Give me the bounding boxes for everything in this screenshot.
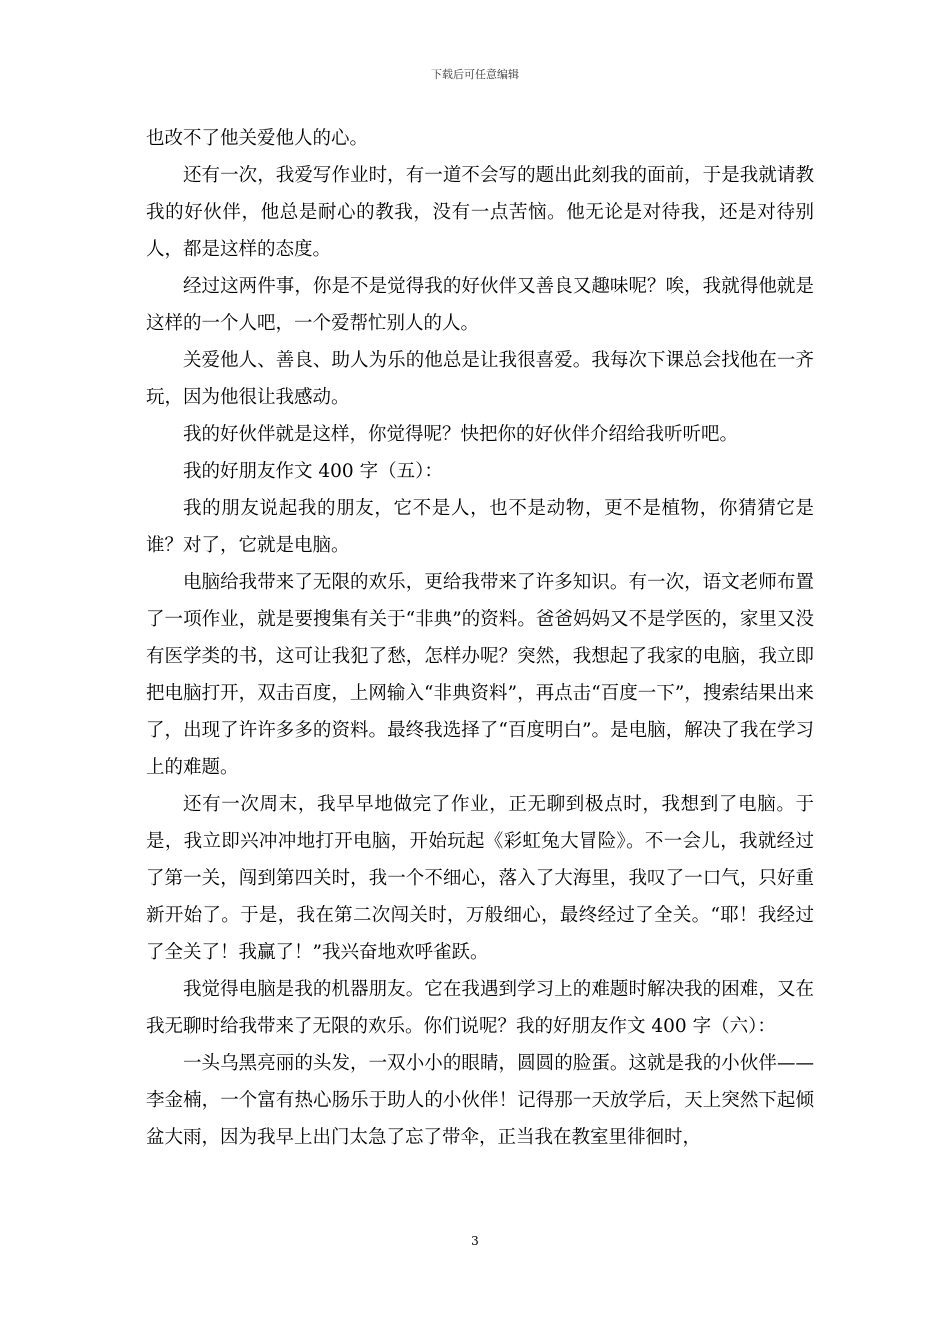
- document-body: [146, 120, 814, 1156]
- paragraph: 经过这两件事，你是不是觉得我的好伙伴又善良又趣味呢？唉，我就得他就是这样的一个人吧，一个爱帮忙别人的人。: [146, 276, 814, 334]
- paragraph: 我觉得电脑是我的机器朋友。它在我遇到学习上的难题时解决我的困难，又在我无聊时给我带来了无限的欢乐。你们说呢？我的好朋友作文 400 字（六）：: [146, 979, 814, 1037]
- paragraph: 关爱他人、善良、助人为乐的他总是让我很喜爱。我每次下课总会找他在一齐玩，因为他很让我感动。: [146, 350, 814, 408]
- paragraph: 还有一次，我爱写作业时，有一道不会写的题出此刻我的面前，于是我就请教我的好伙伴，他总是耐心的教我，没有一点苦恼。他无论是对待我，还是对待别人，都是这样的态度。: [146, 165, 814, 260]
- paragraph: 一头乌黑亮丽的头发，一双小小的眼睛，圆圆的脸蛋。这就是我的小伙伴——李金楠，一个富有热心肠乐于助人的小伙伴！记得那一天放学后，天上突然下起倾盆大雨，因为我早上出门太急了忘了带伞，正当我在教室里徘徊时，: [146, 1053, 814, 1148]
- page-number: 3: [471, 1234, 479, 1248]
- paragraph: 我的好伙伴就是这样，你觉得呢？快把你的好伙伴介绍给我听听吧。: [183, 424, 739, 445]
- paragraph: 电脑给我带来了无限的欢乐，更给我带来了许多知识。有一次，语文老师布置了一项作业，就是要搜集有关于“非典”的资料。爸爸妈妈又不是学医的，家里又没有医学类的书，这可让我犯了愁，怎样办呢？突然，我想起了我家的电脑，我立即把电脑打开，双击百度，上网输入“非典资料”，再点击“百度一下”，搜索结果出来了，出现了许许多多的资料。最终我选择了“百度明白”。是电脑，解决了我在学习上的难题。: [146, 572, 814, 778]
- page-header: 下载后可任意编辑: [431, 68, 519, 81]
- paragraph: 还有一次周末，我早早地做完了作业，正无聊到极点时，我想到了电脑。于是，我立即兴冲冲地打开电脑，开始玩起《彩虹兔大冒险》。不一会儿，我就经过了第一关，闯到第四关时，我一个不细心，落入了大海里，我叹了一口气，只好重新开始了。于是，我在第二次闯关时，万般细心，最终经过了全关。“耶！我经过了全关了！我赢了！”我兴奋地欢呼雀跃。: [146, 794, 814, 963]
- section-heading: 我的好朋友作文 400 字（五）：: [183, 461, 443, 482]
- paragraph: 我的朋友说起我的朋友，它不是人，也不是动物，更不是植物，你猜猜它是谁？对了，它就是电脑。: [146, 498, 814, 556]
- paragraph: 也改不了他关爱他人的心。: [146, 128, 369, 149]
